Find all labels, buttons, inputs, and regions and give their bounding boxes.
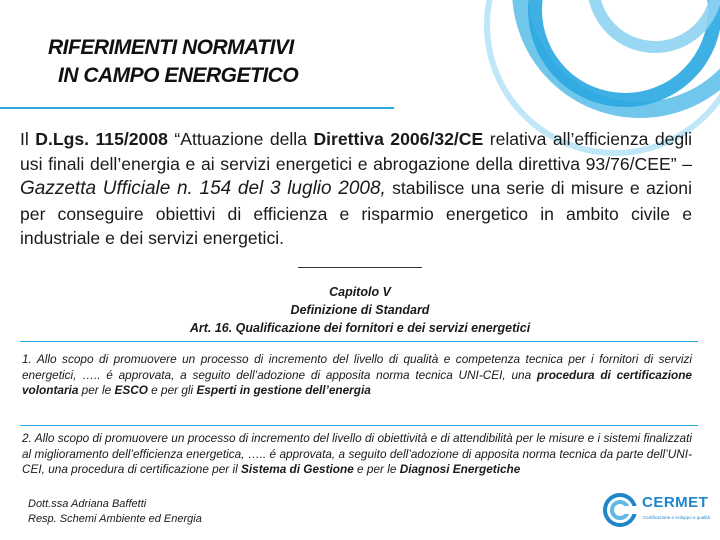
chapter-heading xyxy=(20,283,700,337)
para-bold: procedura di certificazione volontaria xyxy=(22,367,692,397)
chapter-number: Capitolo V xyxy=(329,285,391,299)
paragraph-separator xyxy=(20,425,698,426)
intro-text: relativa all’efficienza degli usi finali dell’energia e ai servizi energetici e abrogazione della direttiva 93/76/CEE” – xyxy=(20,129,692,174)
para-bold: Diagnosi Energetiche xyxy=(399,462,521,476)
para-bold: ESCO xyxy=(114,383,148,397)
title-line-1: RIFERIMENTI NORMATIVI xyxy=(48,36,294,59)
intro-paragraph xyxy=(20,127,692,261)
cermet-logo xyxy=(600,490,718,530)
para-bold: Esperti in gestione dell’energia xyxy=(196,383,371,397)
intro-text: “Attuazione della xyxy=(167,129,314,149)
title-line-2: IN CAMPO ENERGETICO xyxy=(58,64,299,87)
article-title: Art. 16. Qualificazione dei fornitori e dei servizi energetici xyxy=(189,321,531,335)
page-title xyxy=(48,34,298,90)
para-text: e per le xyxy=(353,462,400,476)
intro-directive-ref: Direttiva 2006/32/CE xyxy=(313,129,484,149)
article-paragraph-1 xyxy=(22,352,692,399)
intro-text: stabilisce una serie di misure e azioni per conseguire obiettivi di efficienza e risparmio energetico in ambito civile e industriale e dei servizi energetici. xyxy=(20,178,692,248)
intro-gazette-ref: Gazzetta Ufficiale n. 154 del 3 luglio 2008, xyxy=(20,178,386,199)
author-name: Dott.ssa Adriana Baffetti xyxy=(28,498,147,510)
author-block xyxy=(28,497,202,526)
intro-law-ref: D.Lgs. 115/2008 xyxy=(35,129,168,149)
author-role: Resp. Schemi Ambiente ed Energia xyxy=(28,512,202,525)
logo-tagline: Certificazione e sviluppo e qualità xyxy=(643,515,711,520)
article-rule xyxy=(20,341,698,342)
para-text: per le xyxy=(78,383,115,397)
title-underline xyxy=(0,107,394,109)
logo-name: CERMET xyxy=(642,494,709,511)
intro-text: Il xyxy=(20,129,36,149)
para-text: 2. Allo scopo di promuovere un processo di incremento del livello di obiettività e di attendibilità per le misure e i sistemi finalizzati al miglioramento dell’efficienza energetica, ….. é approvata, a seguito dell’adozione di apposita norma tecnica da parte dell’UNI-CEI, una procedura di certificazione per il xyxy=(22,431,692,476)
article-paragraph-2 xyxy=(22,431,692,478)
chapter-title: Definizione di Standard xyxy=(290,303,430,317)
para-text: e per gli xyxy=(147,383,197,397)
para-text: 1. Allo scopo di promuovere un processo di incremento del livello di qualità e competenza tecnica per i fornitori di servizi energetici, ….. é approvata, a seguito dell’adozione di apposita norma tecnica UNI-CEI, una xyxy=(22,352,692,382)
cermet-logo-icon xyxy=(600,490,640,530)
chapter-rule xyxy=(298,267,422,268)
para-bold: Sistema di Gestione xyxy=(241,462,354,476)
